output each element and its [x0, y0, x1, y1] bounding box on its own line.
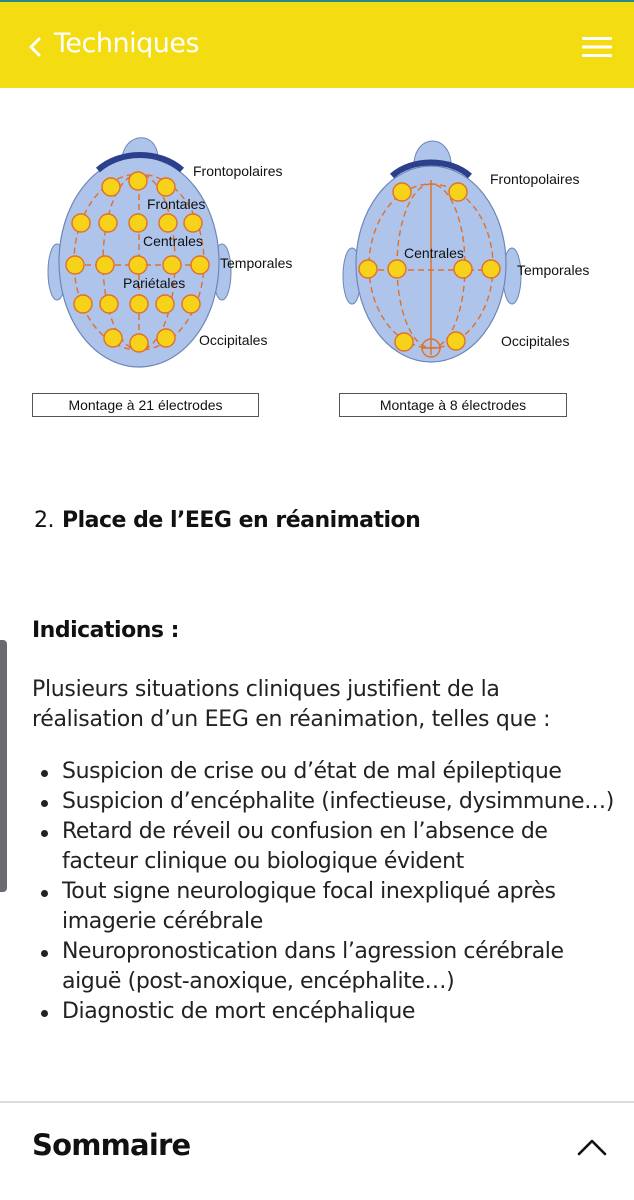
label-occipitales-21: Occipitales: [199, 332, 268, 348]
label-centrales-21: Centrales: [143, 233, 203, 249]
head-8-electrodes: [343, 141, 589, 362]
scroll-handle[interactable]: [0, 640, 7, 892]
section-number: 2.: [34, 508, 54, 533]
chevron-up-icon[interactable]: [576, 1136, 608, 1158]
eeg-montage-figure: [0, 120, 634, 430]
label-frontales-21: Frontales: [147, 196, 206, 212]
list-item: Diagnostic de mort encéphalique: [32, 997, 622, 1027]
app-bar: [0, 0, 634, 88]
list-item: Tout signe neurologique focal inexpliqué après imagerie cérébrale: [32, 877, 622, 937]
label-temporales-21: Temporales: [220, 255, 293, 271]
label-parietales-21: Pariétales: [123, 275, 186, 291]
divider: [0, 1101, 634, 1103]
indications-list: [32, 757, 622, 1027]
section-heading: [34, 508, 420, 533]
head-21-electrodes: [48, 138, 292, 367]
list-item: Retard de réveil ou confusion en l’absence de facteur clinique ou biologique évident: [32, 817, 622, 877]
page-title[interactable]: Techniques: [54, 28, 200, 59]
caption-21-electrodes: Montage à 21 électrodes: [32, 393, 259, 417]
list-item: Neuropronostication dans l’agression cérébrale aiguë (post-anoxique, encéphalite…): [32, 937, 622, 997]
section-title: Place de l’EEG en réanimation: [62, 508, 421, 533]
hamburger-menu-icon[interactable]: [582, 36, 612, 58]
label-temporales-8: Temporales: [517, 262, 590, 278]
list-item: Suspicion d’encéphalite (infectieuse, dysimmune…): [32, 787, 622, 817]
label-frontopolaires-8: Frontopolaires: [490, 171, 580, 187]
list-item: Suspicion de crise ou d’état de mal épileptique: [32, 757, 622, 787]
eeg-montage-illustration: [0, 120, 634, 430]
chevron-left-icon[interactable]: [26, 36, 44, 58]
indications-intro: Plusieurs situations cliniques justifient de la réalisation d’un EEG en réanimation, telles que :: [32, 677, 551, 732]
label-frontopolaires-21: Frontopolaires: [193, 163, 283, 179]
label-centrales-8: Centrales: [404, 245, 464, 261]
label-occipitales-8: Occipitales: [501, 333, 570, 349]
caption-8-electrodes: Montage à 8 électrodes: [339, 393, 567, 417]
indications-heading: Indications :: [32, 618, 179, 643]
summary-title[interactable]: Sommaire: [32, 1128, 191, 1162]
